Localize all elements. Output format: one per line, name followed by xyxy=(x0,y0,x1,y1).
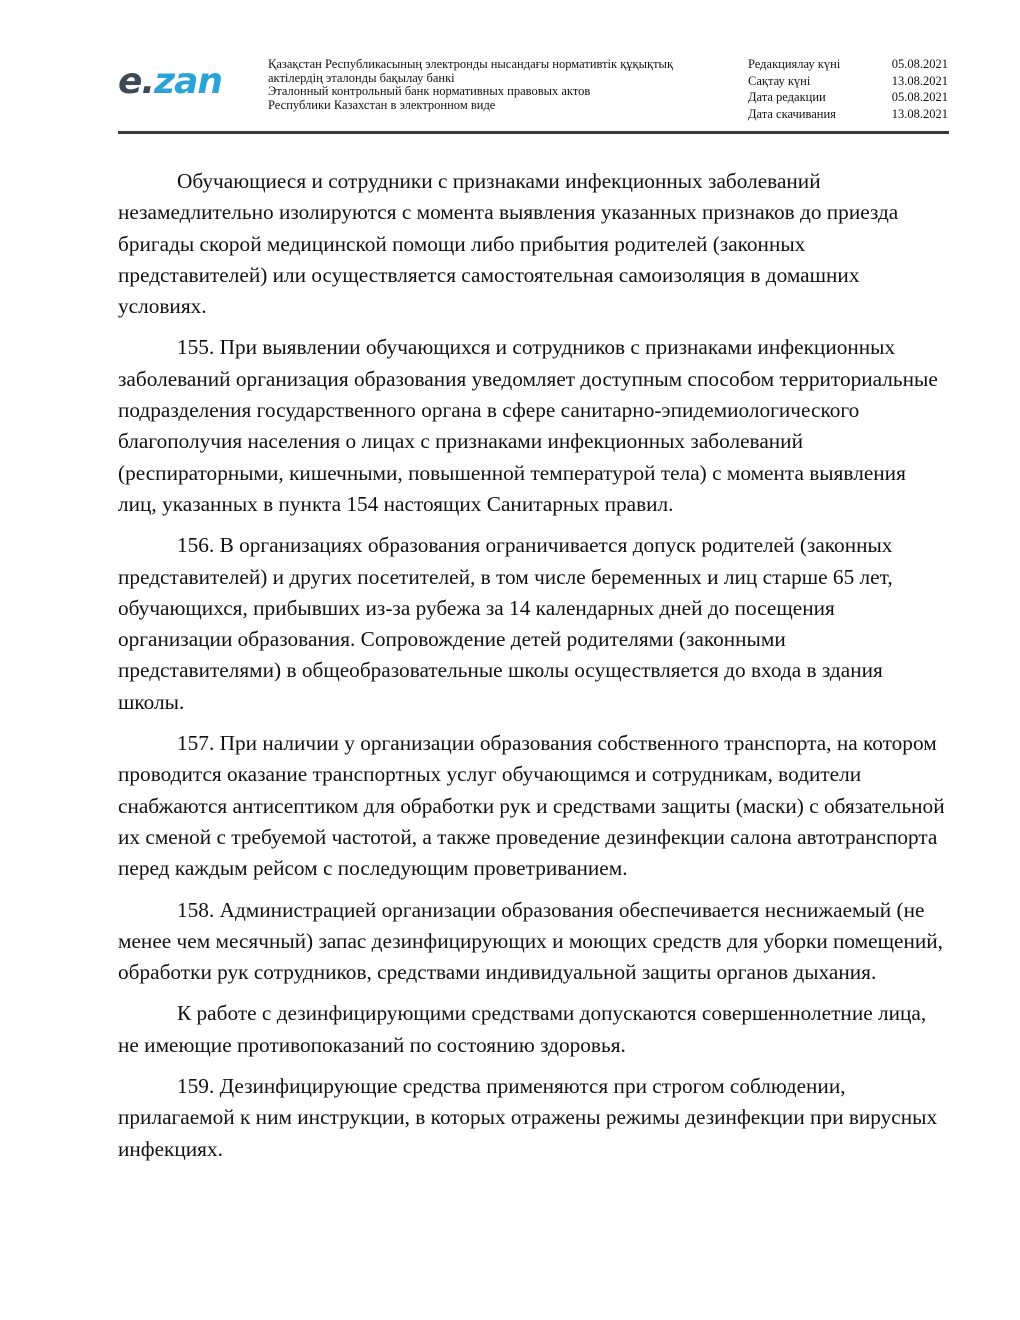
logo-dot: . xyxy=(141,61,155,102)
meta-row-edit-date-ru xyxy=(748,89,948,106)
header-meta xyxy=(748,56,948,122)
paragraph: 158. Администрацией организации образования обеспечивается неснижаемый (не менее чем месячный) запас дезинфицирующих и моющих средств для уборки помещений, обработки рук сотрудников, средствами индивидуальной защиты органов дыхания. xyxy=(118,897,943,985)
header-description-line: Қазақстан Республикасының электронды нысандағы нормативтік құқықтық xyxy=(268,57,674,71)
logo-e: e xyxy=(118,61,142,102)
ezan-logo xyxy=(118,62,238,102)
meta-label: Дата редакции xyxy=(748,90,826,104)
paragraph: 155. При выявлении обучающихся и сотрудников с признаками инфекционных заболеваний организация образования уведомляет доступным способом территориальные подразделения государственного органа в сфере санитарно-эпидемиологического благополучия населения о лицах с признаками инфекционных заболеваний (респираторными, кишечными, повышенной температурой тела) с момента выявления лиц, указанных в пункта 154 настоящих Санитарных правил. xyxy=(118,335,938,516)
meta-value: 05.08.2021 xyxy=(891,90,948,104)
header-description xyxy=(268,58,718,112)
logo-zan: zan xyxy=(154,61,222,102)
meta-value: 05.08.2021 xyxy=(891,57,948,71)
meta-label: Дата скачивания xyxy=(748,106,836,121)
header-description-line: актілердің эталонды бақылау банкі xyxy=(268,70,455,85)
paragraph: Обучающиеся и сотрудники с признаками инфекционных заболеваний незамедлительно изолируются с момента выявления указанных признаков до приезда бригады скорой медицинской помощи либо прибытия родителей (законных представителей) или осуществляется самостоятельная самоизоляция в домашних условиях. xyxy=(118,169,899,319)
page-header xyxy=(118,56,948,134)
meta-label: Сақтау күні xyxy=(748,73,811,88)
header-description-line: Эталонный контрольный банк нормативных правовых актов xyxy=(268,84,591,98)
paragraph: 156. В организациях образования ограничивается допуск родителей (законных представителей) и других посетителей, в том числе беременных и лиц старше 65 лет, обучающихся, прибывших из-за рубежа за 14 календарных дней до посещения организации образования. Сопровождение детей родителями (законными представителями) в общеобразовательные школы осуществляется до входа в здания школы. xyxy=(118,533,893,714)
meta-value: 13.08.2021 xyxy=(891,106,948,121)
paragraph: 159. Дезинфицирующие средства применяются при строгом соблюдении, прилагаемой к ним инструкции, в которых отражены режимы дезинфекции при вирусных инфекциях. xyxy=(118,1074,938,1161)
paragraph: 157. При наличии у организации образования собственного транспорта, на котором проводится оказание транспортных услуг обучающимся и сотрудникам, водители снабжаются антисептиком для обработки рук и средствами защиты (маски) с обязательной их сменой с требуемой частотой, а также проведение дезинфекции салона автотранспорта перед каждым рейсом с последующим проветриванием. xyxy=(118,731,945,881)
meta-value: 13.08.2021 xyxy=(891,73,948,88)
meta-label: Редакциялау күні xyxy=(748,57,841,71)
meta-row-save-date-kz xyxy=(748,73,948,90)
header-description-line: Республики Казахстан в электронном виде xyxy=(268,97,496,112)
meta-row-edit-date-kz xyxy=(748,56,948,73)
header-divider xyxy=(118,131,949,134)
document-body xyxy=(118,166,948,1175)
meta-row-download-date-ru xyxy=(748,106,948,123)
paragraph: К работе с дезинфицирующими средствами допускаются совершеннолетние лица, не имеющие противопоказаний по состоянию здоровья. xyxy=(118,1001,927,1057)
